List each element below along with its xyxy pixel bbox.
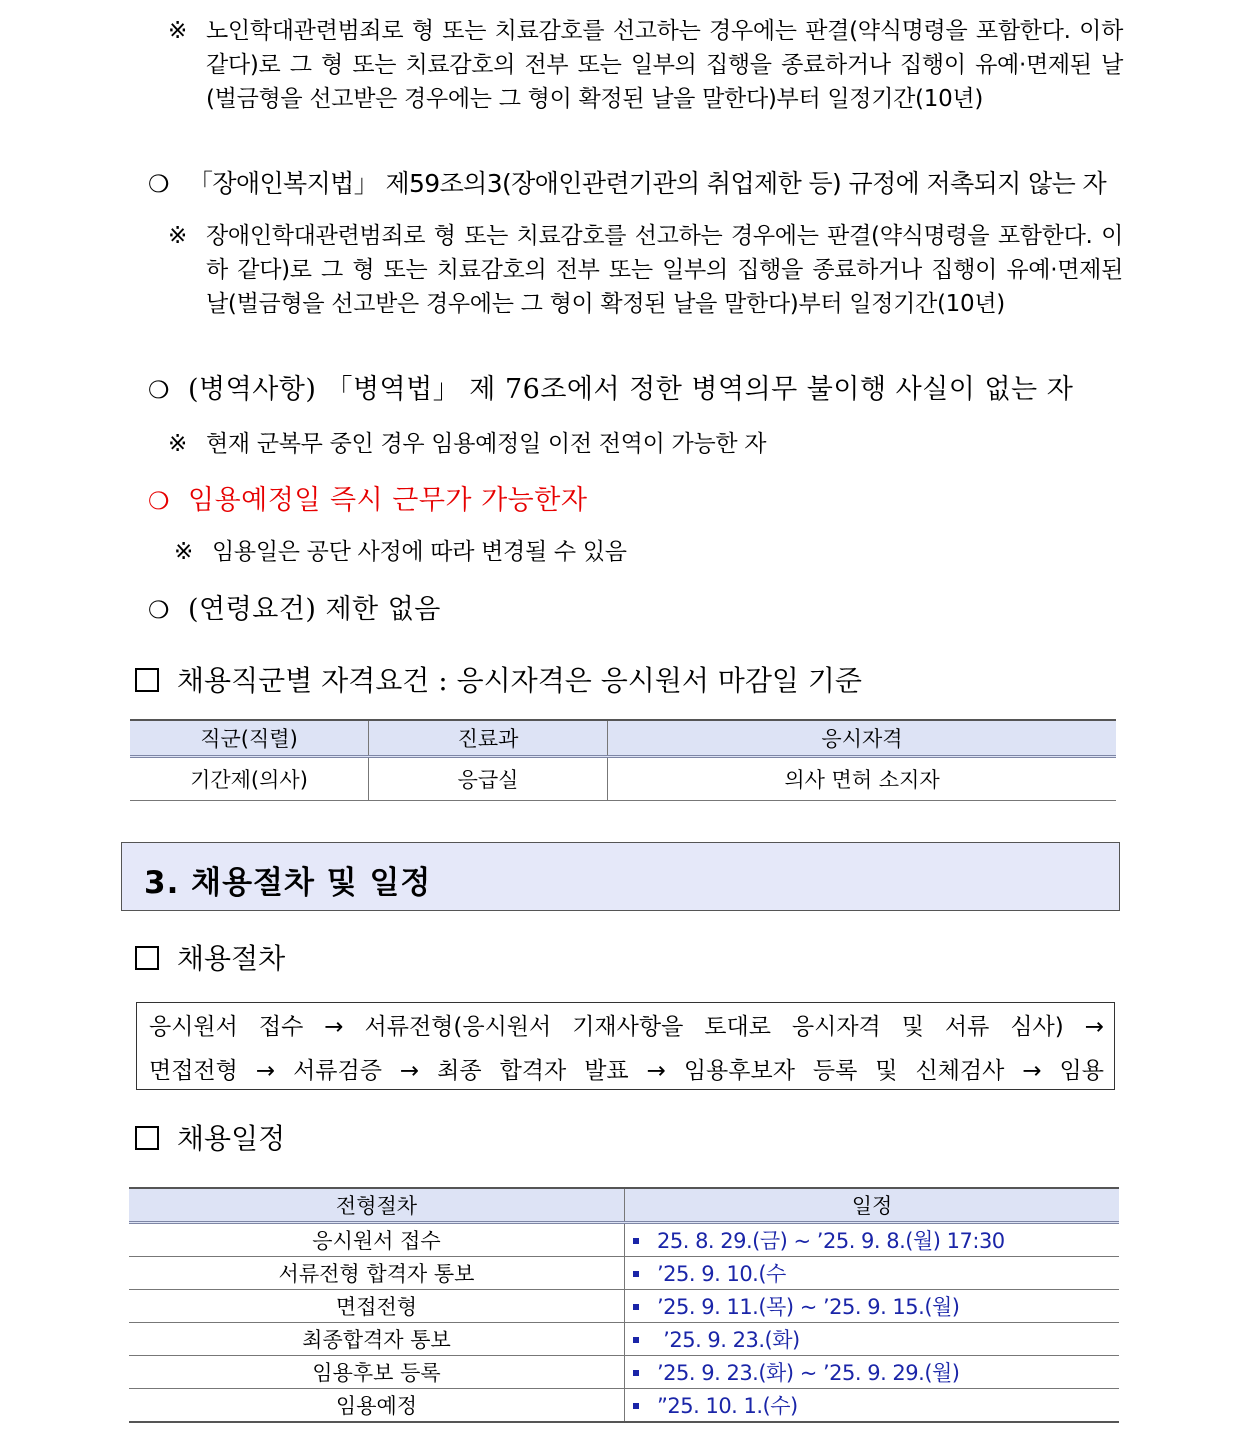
checkbox-square-icon xyxy=(135,668,159,692)
column-header: 일정 xyxy=(625,1188,1120,1223)
schedule-table xyxy=(129,1187,1119,1423)
circle-bullet-icon: ❍ xyxy=(148,487,171,515)
procedure-heading xyxy=(135,940,285,978)
column-header: 직군(직렬) xyxy=(130,720,369,757)
military-note xyxy=(168,427,1123,461)
elder-abuse-note xyxy=(168,14,1123,116)
circle-bullet-icon: ❍ xyxy=(148,170,169,198)
immediate-work-item xyxy=(148,483,587,519)
table-cell: 응급실 xyxy=(369,757,608,801)
circle-bullet-icon: ❍ xyxy=(148,376,171,404)
procedure-line: 면접전형 → 서류검증 → 최종 합격자 발표 → 임용후보자 등록 및 신체검사 → 임용 xyxy=(149,1058,1104,1084)
procedure-box xyxy=(136,1002,1115,1090)
qualification-header-row xyxy=(130,720,1116,757)
schedule-date: ’25. 9. 23.(화) xyxy=(657,1328,800,1352)
schedule-step: 임용후보 등록 xyxy=(129,1356,625,1389)
schedule-step: 최종합격자 통보 xyxy=(129,1323,625,1356)
age-requirement-text: (연령요건) 제한 없음 xyxy=(188,594,441,625)
table-row xyxy=(129,1257,1119,1290)
schedule-step: 서류전형 합격자 통보 xyxy=(129,1257,625,1290)
column-header: 진료과 xyxy=(369,720,608,757)
schedule-step: 응시원서 접수 xyxy=(129,1223,625,1257)
qualification-heading xyxy=(135,662,862,700)
appointment-date-note-text: 임용일은 공단 사정에 따라 변경될 수 있음 xyxy=(212,539,627,565)
table-row xyxy=(129,1356,1119,1389)
schedule-date-cell xyxy=(625,1389,1120,1423)
schedule-date-cell xyxy=(625,1356,1120,1389)
table-cell: 의사 면허 소지자 xyxy=(608,757,1117,801)
schedule-date: ’25. 9. 11.(목) ~ ’25. 9. 15.(월) xyxy=(657,1295,960,1319)
military-service-text: (병역사항) 「병역법」 제 76조에서 정한 병역의무 불이행 사실이 없는 자 xyxy=(188,374,1074,405)
reference-mark: ※ xyxy=(168,223,187,249)
elder-abuse-note-text: 노인학대관련범죄로 형 또는 치료감호를 선고하는 경우에는 판결(약식명령을 포함한다. 이하 같다)로 그 형 또는 치료감호의 전부 또는 일부의 집행을 종료하거나 집행이 유예·면제된 날(벌금형을 선고받은 경우에는 그 형이 확정된 날을 말한다)부터 일정기간(10년) xyxy=(206,18,1123,112)
table-row xyxy=(129,1290,1119,1323)
reference-mark: ※ xyxy=(174,539,193,565)
checkbox-square-icon xyxy=(135,1126,159,1150)
table-row xyxy=(129,1223,1119,1257)
square-bullet-icon xyxy=(633,1304,639,1310)
appointment-date-note xyxy=(174,535,1129,569)
table-row xyxy=(129,1323,1119,1356)
qualification-table xyxy=(130,719,1116,801)
procedure-line: 응시원서 접수 → 서류전형(응시원서 기재사항을 토대로 응시자격 및 서류 심사) → xyxy=(149,1014,1104,1040)
schedule-date-cell xyxy=(625,1290,1120,1323)
military-note-text: 현재 군복무 중인 경우 임용예정일 이전 전역이 가능한 자 xyxy=(206,431,767,457)
schedule-header-row xyxy=(129,1188,1119,1223)
square-bullet-icon xyxy=(633,1337,639,1343)
table-cell: 기간제(의사) xyxy=(130,757,369,801)
square-bullet-icon xyxy=(633,1238,639,1244)
table-row xyxy=(129,1389,1119,1423)
age-requirement-item xyxy=(148,592,441,628)
schedule-heading xyxy=(135,1120,285,1158)
reference-mark: ※ xyxy=(168,431,187,457)
column-header: 전형절차 xyxy=(129,1188,625,1223)
schedule-date: ’25. 9. 10.(수 xyxy=(657,1262,786,1286)
square-bullet-icon xyxy=(633,1370,639,1376)
schedule-date-cell xyxy=(625,1257,1120,1290)
disability-abuse-note xyxy=(168,219,1123,321)
section-banner xyxy=(121,842,1120,911)
column-header: 응시자격 xyxy=(608,720,1117,757)
table-row xyxy=(130,757,1116,801)
circle-bullet-icon: ❍ xyxy=(148,596,171,624)
schedule-step: 면접전형 xyxy=(129,1290,625,1323)
military-service-item xyxy=(148,372,1073,408)
checkbox-square-icon xyxy=(135,946,159,970)
immediate-work-text: 임용예정일 즉시 근무가 가능한자 xyxy=(188,485,588,516)
reference-mark: ※ xyxy=(168,18,187,44)
disability-law-item xyxy=(148,166,1106,202)
schedule-step: 임용예정 xyxy=(129,1389,625,1423)
schedule-heading-text: 채용일정 xyxy=(177,1122,286,1155)
disability-law-text: 「장애인복지법」 제59조의3(장애인관련기관의 취업제한 등) 규정에 저촉되지 않는 자 xyxy=(188,169,1107,198)
section-title: 3. 채용절차 및 일정 xyxy=(144,865,432,901)
disability-abuse-note-text: 장애인학대관련범죄로 형 또는 치료감호를 선고하는 경우에는 판결(약식명령을 포함한다. 이하 같다)로 그 형 또는 치료감호의 전부 또는 일부의 집행을 종료하거나 집행이 유예·면제된 날(벌금형을 선고받은 경우에는 그 형이 확정된 날을 말한다)부터 일정기간(10년) xyxy=(206,223,1123,317)
square-bullet-icon xyxy=(633,1271,639,1277)
qualification-heading-text: 채용직군별 자격요건 : 응시자격은 응시원서 마감일 기준 xyxy=(177,664,862,697)
schedule-date: 25. 8. 29.(금) ~ ’25. 9. 8.(월) 17:30 xyxy=(657,1229,1005,1253)
square-bullet-icon xyxy=(633,1403,639,1409)
schedule-date: ’25. 9. 23.(화) ~ ’25. 9. 29.(월) xyxy=(657,1361,960,1385)
schedule-date-cell xyxy=(625,1323,1120,1356)
schedule-date: ”25. 10. 1.(수) xyxy=(657,1394,798,1418)
schedule-date-cell xyxy=(625,1223,1120,1257)
procedure-heading-text: 채용절차 xyxy=(177,942,286,975)
